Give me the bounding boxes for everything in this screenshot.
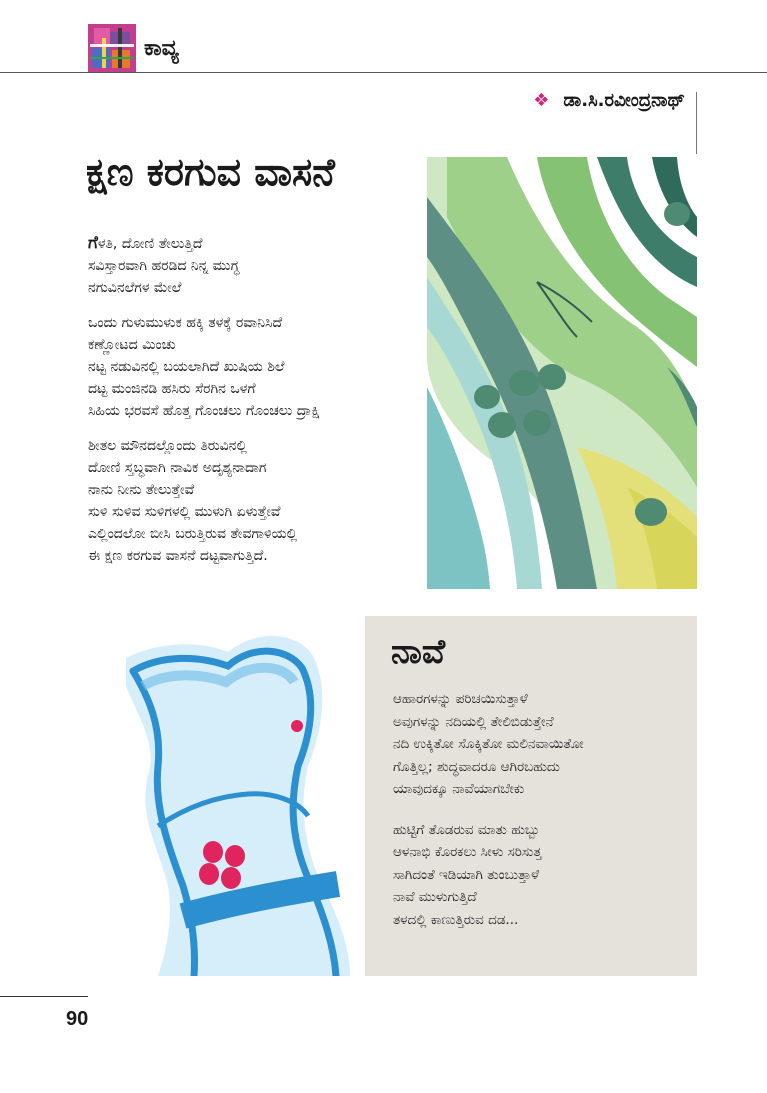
poem-line: ನಟ್ಟ ನಡುವಿನಲ್ಲಿ ಬಯಲಾಗಿದೆ ಖುಷಿಯ ಶಿಲೆ [88,359,285,375]
poem-line: ಸವಿಸ್ತಾರವಾಗಿ ಹರಡಿದ ನಿನ್ನ ಮುಗ್ಧ [88,258,240,274]
poem-line: ಗೊತ್ತಿಲ್ಲ; ಶುದ್ಧವಾದರೂ ಆಗಿರಬಹುದು [393,758,560,775]
poem-panel [365,616,697,976]
author-name: ಡಾ.ಸಿ.ರವೀಂದ್ರನಾಥ್ [563,90,685,111]
poem-line: ಹುಟ್ಟಿಗೆ ತೊಡರುವ ಮಾತು ಹುಬ್ಬು [393,821,540,838]
byline-divider [696,92,697,154]
stanza [393,819,693,932]
poem-line: ಅವುಗಳನ್ನು ನದಿಯಲ್ಲಿ ತೇಲಿಬಿಡುತ್ತೇನೆ [393,713,554,730]
poem-line: ಸಾಗಿದಂತೆ ಇಡಿಯಾಗಿ ತುಂಬುತ್ತಾಳೆ [393,866,539,883]
poem2-body [393,688,693,949]
page-number: 90 [66,1008,89,1030]
poem-line: ಸುಳಿ ಸುಳಿವ ಸುಳಿಗಳಲ್ಲಿ ಮುಳುಗಿ ಏಳುತ್ತೇವೆ [88,504,281,520]
stanza [88,232,428,299]
poem-line: ನಗುವಿನಲೆಗಳ ಮೇಲೆ [88,280,182,296]
poem-line: ದೋಣಿ ಸ್ತಬ್ಧವಾಗಿ ನಾವಿಕ ಅದೃಶ್ಯನಾದಾಗ [88,460,267,476]
poem-line: ದಟ್ಟ ಮಂಜಿನಡಿ ಹಸಿರು ಸೆರಗಿನ ಒಳಗೆ [88,381,256,397]
drop-cap: ಗೆ [88,233,98,253]
poem-line: ಎಲ್ಲಿಂದಲೋ ಬೀಸಿ ಬರುತ್ತಿರುವ ತೇವಗಾಳಿಯಲ್ಲಿ [88,526,298,542]
poem-line: ಯಾವುದಕ್ಕೂ ನಾವೆಯಾಗಬೇಕು [393,781,525,797]
poem-line: ಸಿಹಿಯ ಭರವಸೆ ಹೊತ್ತ ಗೊಂಚಲು ಗೊಂಚಲು ದ್ರಾಕ್ಷಿ [88,403,321,419]
poem-line: ಶೀತಲ ಮೌನದಲ್ಲೊಂದು ತಿರುವಿನಲ್ಲಿ [88,438,248,454]
poem-line: ಆಳನಾಭಿ ಕೊರಕಲು ಸೀಳು ಸರಿಸುತ್ತ [393,844,542,860]
section-label: ಕಾವ್ಯ [144,36,179,61]
poem-line: ತಳದಲ್ಲಿ ಕಾಣುತ್ತಿರುವ ದಡ... [393,911,519,928]
poem-line: ಆಹಾರಗಳನ್ನು ಪರಿಚಯಿಸುತ್ತಾಳೆ [393,691,528,707]
stanza [393,688,693,801]
magazine-logo-icon [88,24,136,72]
diamond-bullet-icon: ❖ [533,90,550,111]
stanza [88,435,428,567]
poem-line-rest: ಳತಿ, ದೋಣಿ ತೇಲುತ್ತಿದೆ [97,236,203,252]
stanza [88,312,428,422]
poem-line: ನದಿ ಉಕ್ಕಿತೋ ಸೊಕ್ಕಿತೋ ಮಲಿನವಾಯಿತೋ [393,736,584,752]
poem-line: ಈ ಕ್ಷಣ ಕರಗುವ ವಾಸನೆ ದಟ್ಟವಾಗುತ್ತಿದೆ. [88,548,268,564]
header-divider [0,72,767,73]
poem-line [88,232,428,255]
poem-line: ನಾನು ನೀನು ತೇಲುತ್ತೇವೆ [88,482,195,498]
poem-line: ಒಂದು ಗುಳುಮುಳುಕ ಹಕ್ಕಿ ತಳಕ್ಕೆ ರವಾನಿಸಿದೆ [88,315,283,331]
abstract-river-illustration [427,157,697,589]
author-byline [533,90,685,111]
poem-line: ಕಣ್ಣೋಟದ ಮಿಂಚು [88,337,176,353]
poem-body [88,232,428,580]
footer-divider [0,996,88,997]
figure-illustration [88,616,365,976]
poem2-title: ನಾವೆ [391,632,446,672]
poem-title: ಕ್ಷಣ ಕರಗುವ ವಾಸನೆ [86,150,335,194]
poem-line: ನಾವೆ ಮುಳುಗುತ್ತಿದೆ [393,889,477,905]
